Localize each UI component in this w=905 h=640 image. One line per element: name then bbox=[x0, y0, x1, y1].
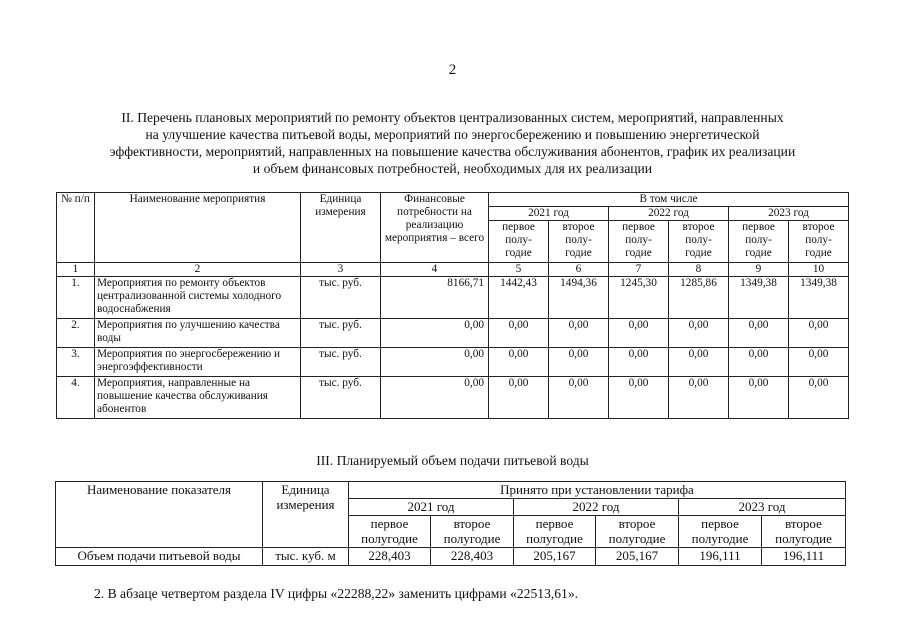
row-value: 0,00 bbox=[669, 348, 729, 377]
header-first-half: первое полугодие bbox=[679, 516, 762, 548]
row-measure-name: Мероприятия по энергосбережению и энергоэффективности bbox=[95, 348, 301, 377]
amendment-paragraph: 2. В абзаце четвертом раздела IV цифры «22288,22» заменить цифрами «22513,61». bbox=[94, 586, 579, 601]
row-value: 1349,38 bbox=[789, 277, 849, 319]
col-number: 5 bbox=[489, 263, 549, 277]
section-2-title-line: эффективности, мероприятий, направленных на повышение качества обслуживания абонентов, график их реализации bbox=[109, 144, 796, 159]
header-measure-name: Наименование мероприятия bbox=[95, 193, 301, 263]
row-value: 0,00 bbox=[609, 348, 669, 377]
row-measure-name: Мероприятия по улучшению качества воды bbox=[95, 319, 301, 348]
row-num: 1. bbox=[57, 277, 95, 319]
header-finance-total: Финансовые потребности на реализацию мероприятия – всего bbox=[381, 193, 489, 263]
table-row bbox=[57, 277, 849, 319]
row-num: 3. bbox=[57, 348, 95, 377]
header-second-half: второе полугодие bbox=[596, 516, 679, 548]
header-second-half: второе полу- годие bbox=[549, 221, 609, 263]
section-2-title bbox=[40, 109, 865, 177]
row-value: 196,111 bbox=[762, 548, 846, 566]
header-second-half: второе полугодие bbox=[762, 516, 846, 548]
col-number: 10 bbox=[789, 263, 849, 277]
col-number: 3 bbox=[301, 263, 381, 277]
header-accepted: Принято при установлении тарифа bbox=[349, 482, 846, 499]
section-2-title-line: на улучшение качества питьевой воды, мероприятий по энергосбережению и повышению энергетической bbox=[145, 127, 760, 142]
row-value: 0,00 bbox=[669, 377, 729, 419]
page-number: 2 bbox=[448, 62, 457, 78]
row-value: 196,111 bbox=[679, 548, 762, 566]
header-second-half: второе полу- годие bbox=[789, 221, 849, 263]
row-unit: тыс. куб. м bbox=[263, 548, 349, 566]
row-total: 0,00 bbox=[381, 319, 489, 348]
row-unit: тыс. руб. bbox=[301, 377, 381, 419]
table-row bbox=[57, 377, 849, 419]
row-value: 1349,38 bbox=[729, 277, 789, 319]
row-total: 8166,71 bbox=[381, 277, 489, 319]
header-year-2021: 2021 год bbox=[349, 499, 514, 516]
header-first-half: первое полугодие bbox=[514, 516, 596, 548]
row-num: 2. bbox=[57, 319, 95, 348]
row-value: 205,167 bbox=[514, 548, 596, 566]
header-unit: Единица измерения bbox=[263, 482, 349, 548]
row-unit: тыс. руб. bbox=[301, 277, 381, 319]
row-value: 0,00 bbox=[789, 348, 849, 377]
header-num: № п/п bbox=[57, 193, 95, 263]
row-value: 0,00 bbox=[789, 377, 849, 419]
row-value: 0,00 bbox=[549, 377, 609, 419]
row-measure-name: Мероприятия, направленные на повышение качества обслуживания абонентов bbox=[95, 377, 301, 419]
row-value: 228,403 bbox=[349, 548, 431, 566]
section-3-title: III. Планируемый объем подачи питьевой воды bbox=[316, 453, 589, 468]
row-num: 4. bbox=[57, 377, 95, 419]
header-including: В том числе bbox=[489, 193, 849, 207]
table-row bbox=[57, 348, 849, 377]
row-value: 1442,43 bbox=[489, 277, 549, 319]
measures-table bbox=[56, 192, 849, 419]
col-number: 1 bbox=[57, 263, 95, 277]
table-row bbox=[56, 548, 846, 566]
section-2-title-line: II. Перечень плановых мероприятий по ремонту объектов централизованных систем, мероприятий, направленных bbox=[121, 110, 784, 125]
row-value: 0,00 bbox=[729, 319, 789, 348]
table-row bbox=[57, 319, 849, 348]
row-value: 0,00 bbox=[489, 348, 549, 377]
row-value: 228,403 bbox=[431, 548, 514, 566]
header-year-2023: 2023 год bbox=[729, 207, 849, 221]
header-year-2021: 2021 год bbox=[489, 207, 609, 221]
row-total: 0,00 bbox=[381, 377, 489, 419]
row-value: 0,00 bbox=[789, 319, 849, 348]
row-value: 0,00 bbox=[729, 377, 789, 419]
header-second-half: второе полу- годие bbox=[669, 221, 729, 263]
row-value: 0,00 bbox=[489, 319, 549, 348]
row-value: 205,167 bbox=[596, 548, 679, 566]
row-total: 0,00 bbox=[381, 348, 489, 377]
row-value: 0,00 bbox=[609, 377, 669, 419]
row-indicator-name: Объем подачи питьевой воды bbox=[56, 548, 263, 566]
row-unit: тыс. руб. bbox=[301, 348, 381, 377]
row-value: 1245,30 bbox=[609, 277, 669, 319]
row-value: 1494,36 bbox=[549, 277, 609, 319]
row-value: 0,00 bbox=[729, 348, 789, 377]
row-value: 0,00 bbox=[549, 348, 609, 377]
header-first-half: первое полу- годие bbox=[489, 221, 549, 263]
row-value: 0,00 bbox=[549, 319, 609, 348]
header-first-half: первое полу- годие bbox=[729, 221, 789, 263]
row-value: 0,00 bbox=[669, 319, 729, 348]
header-first-half: первое полугодие bbox=[349, 516, 431, 548]
row-value: 0,00 bbox=[609, 319, 669, 348]
header-indicator: Наименование показателя bbox=[56, 482, 263, 548]
header-year-2022: 2022 год bbox=[609, 207, 729, 221]
header-year-2023: 2023 год bbox=[679, 499, 846, 516]
col-number: 4 bbox=[381, 263, 489, 277]
water-supply-table bbox=[55, 481, 846, 566]
col-number: 7 bbox=[609, 263, 669, 277]
row-value: 0,00 bbox=[489, 377, 549, 419]
header-unit: Единица измерения bbox=[301, 193, 381, 263]
col-number: 6 bbox=[549, 263, 609, 277]
header-first-half: первое полу- годие bbox=[609, 221, 669, 263]
row-measure-name: Мероприятия по ремонту объектов централизованной системы холодного водоснабжения bbox=[95, 277, 301, 319]
row-unit: тыс. руб. bbox=[301, 319, 381, 348]
col-number: 8 bbox=[669, 263, 729, 277]
header-second-half: второе полугодие bbox=[431, 516, 514, 548]
col-number: 9 bbox=[729, 263, 789, 277]
header-year-2022: 2022 год bbox=[514, 499, 679, 516]
col-number: 2 bbox=[95, 263, 301, 277]
column-number-row bbox=[57, 263, 849, 277]
row-value: 1285,86 bbox=[669, 277, 729, 319]
section-2-title-line: и объем финансовых потребностей, необходимых для их реализации bbox=[252, 161, 653, 176]
